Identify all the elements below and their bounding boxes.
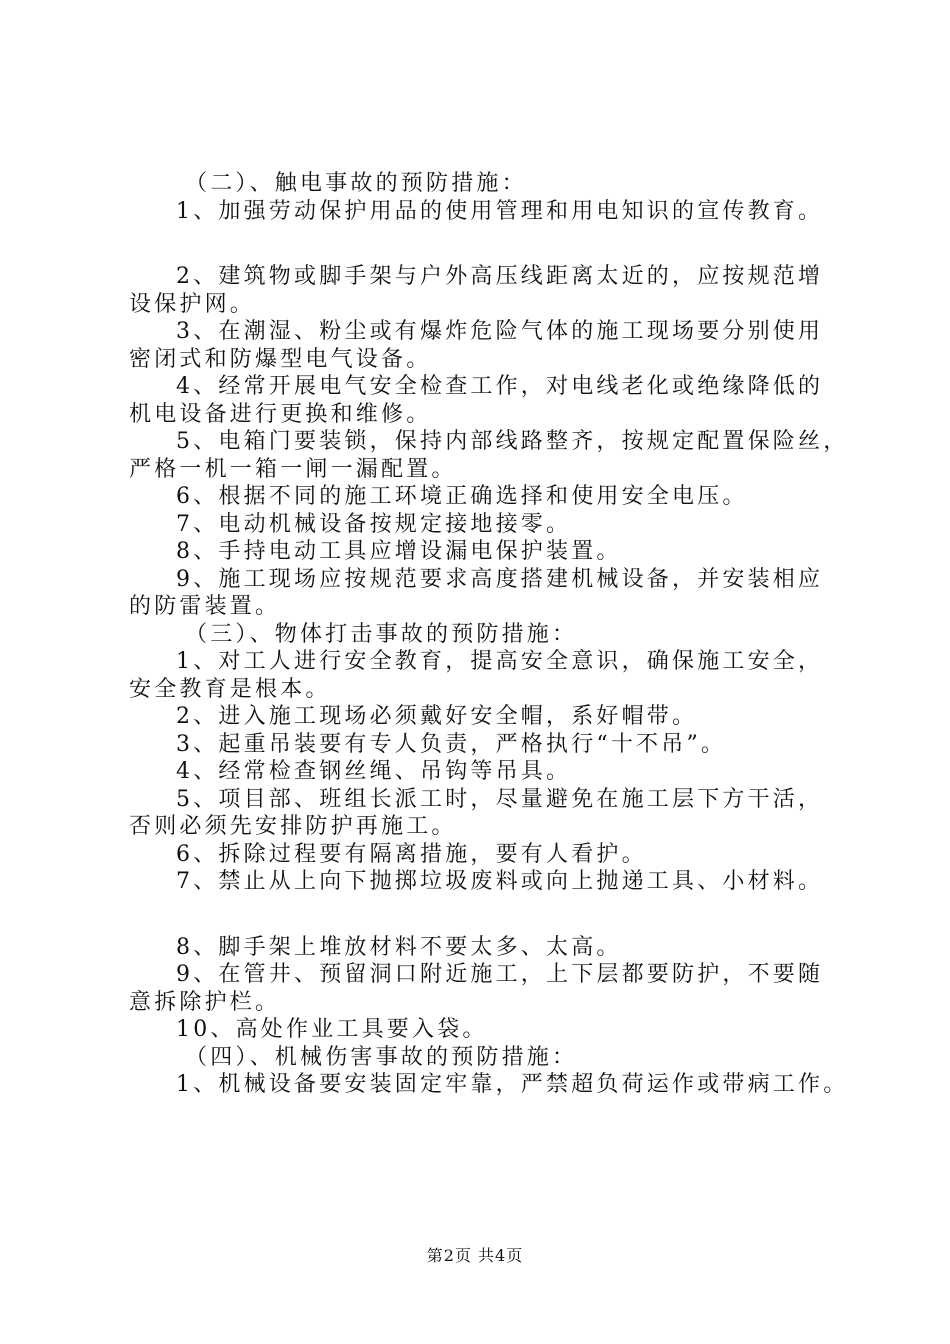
paragraph-line: 9、在管井、预留洞口附近施工，上下层都要防护，不要随 bbox=[176, 962, 824, 987]
paragraph-gap bbox=[129, 225, 839, 263]
paragraph-line: 4、经常检查钢丝绳、吊钩等吊具。 bbox=[176, 759, 572, 784]
section-heading-2: （二）、触电事故的预防措施： bbox=[185, 171, 527, 196]
paragraph-line: 2、建筑物或脚手架与户外高压线距离太近的，应按规范增 bbox=[176, 264, 824, 289]
paragraph-line: 6、拆除过程要有隔离措施，要有人看护。 bbox=[176, 841, 647, 867]
paragraph-gap bbox=[129, 896, 839, 934]
paragraph-line: 安全教育是根本。 bbox=[129, 676, 331, 702]
paragraph-line: 9、施工现场应按规范要求高度搭建机械设备，并安装相应 bbox=[176, 566, 824, 592]
paragraph-line: 1、对工人进行安全教育，提高安全意识，确保施工安全， bbox=[176, 649, 824, 674]
paragraph-line: 2、进入施工现场必须戴好安全帽，系好帽带。 bbox=[176, 704, 698, 729]
paragraph-line: 5、项目部、班组长派工时，尽量避免在施工层下方干活， bbox=[176, 786, 824, 812]
paragraph-line: 机电设备进行更换和维修。 bbox=[129, 401, 432, 427]
paragraph-line: 7、禁止从上向下抛掷垃圾废料或向上抛递工具、小材料。 bbox=[176, 869, 824, 894]
paragraph-line: 7、电动机械设备按规定接地接零。 bbox=[176, 511, 572, 537]
paragraph-line: 1、加强劳动保护用品的使用管理和用电知识的宣传教育。 bbox=[176, 198, 824, 224]
paragraph-line: 严格一机一箱一闸一漏配置。 bbox=[129, 456, 457, 482]
paragraph-line: 8、手持电动工具应增设漏电保护装置。 bbox=[176, 539, 622, 564]
paragraph-line: 1、机械设备要安装固定牢靠，严禁超负荷运作或带病工作。 bbox=[176, 1072, 849, 1097]
document-body bbox=[129, 170, 849, 1099]
paragraph-line: 3、在潮湿、粉尘或有爆炸危险气体的施工现场要分别使用 bbox=[176, 319, 824, 344]
paragraph-line: 否则必须先安排防护再施工。 bbox=[129, 814, 457, 839]
paragraph-line: 5、电箱门要装锁，保持内部线路整齐，按规定配置保险丝， bbox=[176, 429, 849, 454]
section-heading-3: （三）、物体打击事故的预防措施： bbox=[185, 621, 578, 647]
paragraph-line: 3、起重吊装要有专人负责，严格执行“十不吊”。 bbox=[176, 731, 727, 757]
paragraph-line: 密闭式和防爆型电气设备。 bbox=[129, 346, 432, 372]
section-heading-4: （四）、机械伤害事故的预防措施： bbox=[185, 1044, 578, 1070]
paragraph-line: 8、脚手架上堆放材料不要太多、太高。 bbox=[176, 934, 622, 960]
paragraph-line: 设保护网。 bbox=[129, 291, 256, 317]
paragraph-line: 10、高处作业工具要入袋。 bbox=[176, 1017, 488, 1042]
page-number-footer: 第2页 共4页 bbox=[426, 1246, 524, 1265]
paragraph-line: 的防雷装置。 bbox=[129, 594, 281, 619]
paragraph-line: 意拆除护栏。 bbox=[129, 989, 281, 1015]
paragraph-line: 4、经常开展电气安全检查工作，对电线老化或绝缘降低的 bbox=[176, 374, 824, 399]
paragraph-line: 6、根据不同的施工环境正确选择和使用安全电压。 bbox=[176, 484, 748, 509]
